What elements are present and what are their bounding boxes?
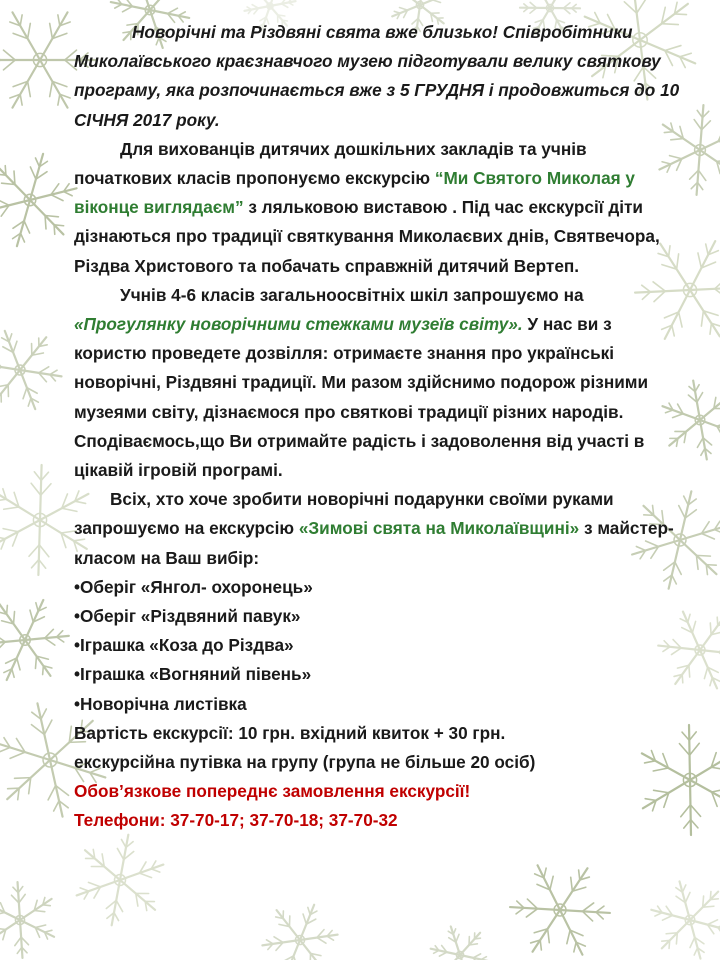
preschool-paragraph <box>74 135 684 281</box>
snowflake-icon <box>651 881 720 958</box>
workshop-tail: з майстер-класом на Ваш вибір: <box>74 518 674 568</box>
grades-tail: У нас ви з користю проведете дозвілля: отримаєте знання про українські новорічні, Різдвяні традиції. Ми разом здійснимо подорож різними музеями світу, дізнаємося про святкові традиції різних народів. Сподіваємось,що Ви отримайте радість і задоволення від участі в цікавій ігровій програмі. <box>74 314 649 481</box>
workshop-options <box>74 573 684 719</box>
snowflake-icon <box>77 835 164 925</box>
booking-notice: Обов’язкове попереднє замовлення екскурсії! <box>74 781 471 802</box>
grades-lead: Учнів 4-6 класів загальноосвітніх шкіл запрошуємо на <box>120 284 584 305</box>
snowflake-icon <box>0 154 77 246</box>
grades-tour-title: «Прогулянку новорічними стежками музеїв світу». <box>74 314 523 335</box>
snowflake-icon <box>0 331 62 409</box>
list-item: •Оберіг «Янгол- охоронець» <box>74 576 313 597</box>
preschool-tour-title: “Ми Святого Миколая у віконце виглядаєм” <box>74 168 635 218</box>
price-line-1: Вартість екскурсії: 10 грн. вхідний квиток + 30 грн. <box>74 722 506 743</box>
snowflake-icon <box>431 926 490 960</box>
list-item: •Оберіг «Різдвяний павук» <box>74 606 301 627</box>
intro-paragraph: Новорічні та Різдвяні свята вже близько! Співробітники Миколаївського краєзнавчого музею підготували велику святкову програму, яка розпочинається вже з 5 ГРУДНЯ і продовжиться до 10 СІЧНЯ 2017 року. <box>74 22 680 130</box>
grades-paragraph <box>74 281 684 485</box>
preschool-lead: Для вихованців дитячих дошкільних закладів та учнів початкових класів пропонуємо екскурсію <box>74 138 587 189</box>
snowflake-icon <box>0 600 69 680</box>
workshop-paragraph <box>74 485 684 573</box>
price-line-2: екскурсійна путівка на групу (група не більше 20 осіб) <box>74 752 536 773</box>
snowflake-icon <box>0 882 54 958</box>
workshop-tour-title: «Зимові свята на Миколаївщині» <box>298 518 580 539</box>
snowflake-icon <box>510 865 610 954</box>
snowflake-icon <box>262 905 337 960</box>
workshop-lead: Всіх, хто хоче зробити новорічні подарунки своїми руками запрошуємо на екскурсію <box>74 489 614 539</box>
preschool-tail: з ляльковою виставою . Під час екскурсії діти дізнаються про традиції святкування Миколаєвих днів, Святвечора, Різдва Христового та побачать справжній дитячий Вертеп. <box>74 197 660 276</box>
announcement <box>74 18 684 836</box>
booking-phones: Телефони: 37-70-17; 37-70-18; 37-70-32 <box>74 810 398 831</box>
list-item: •Іграшка «Коза до Різдва» <box>74 635 294 656</box>
list-item: •Іграшка «Вогняний півень» <box>74 664 312 685</box>
list-item: •Новорічна листівка <box>74 693 247 714</box>
